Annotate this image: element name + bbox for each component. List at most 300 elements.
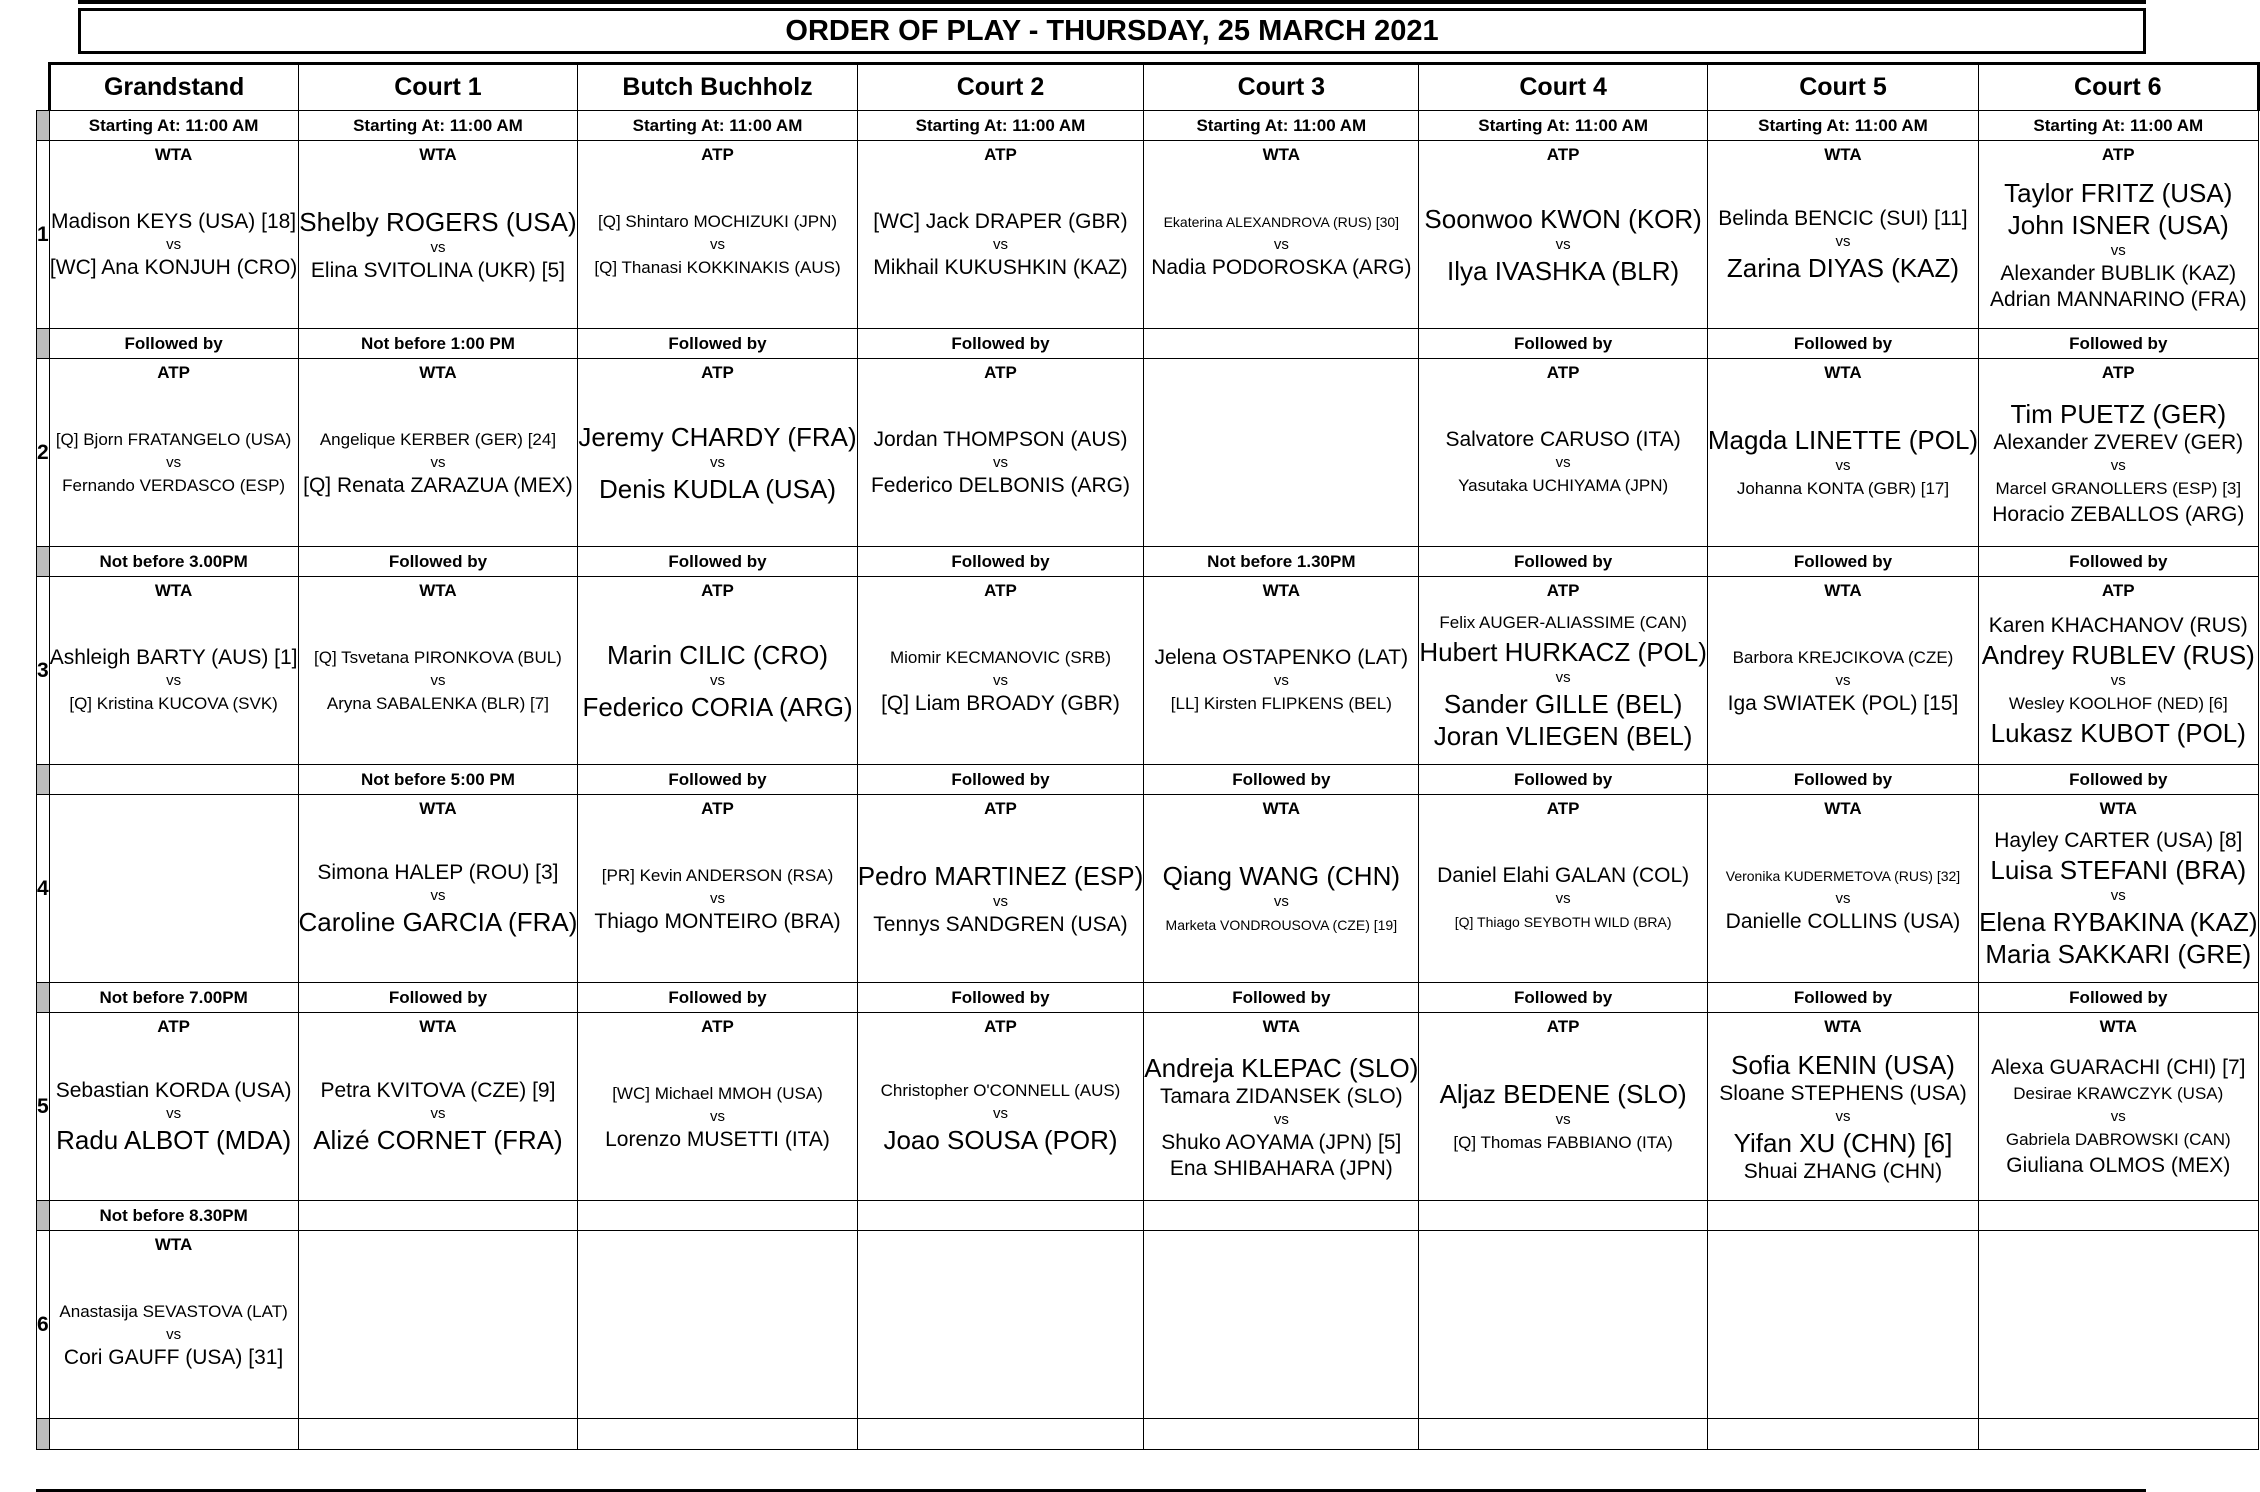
vs-label: vs (992, 672, 1008, 689)
row-marker (37, 765, 50, 795)
start-time: Followed by (857, 765, 1144, 795)
player-name: [Q] Renata ZARAZUA (MEX) (303, 474, 573, 497)
player-name: Shuko AOYAMA (JPN) [5] (1161, 1131, 1402, 1154)
tour-label: WTA (419, 799, 457, 818)
player-name: Sofia KENIN (USA) (1731, 1050, 1955, 1080)
player-name: Pedro MARTINEZ (ESP) (857, 861, 1144, 891)
empty-cell (1707, 1419, 1978, 1450)
match-players (578, 165, 856, 325)
player-name: Sebastian KORDA (USA) (55, 1079, 292, 1102)
match-cell (1419, 577, 1708, 765)
vs-label: vs (1273, 1111, 1289, 1128)
start-time: Followed by (1979, 329, 2258, 359)
start-time: Followed by (1979, 983, 2258, 1013)
vs-label: vs (166, 236, 182, 253)
start-time: Starting At: 11:00 AM (1419, 111, 1708, 141)
match-players (1144, 165, 1418, 325)
start-time: Not before 5:00 PM (298, 765, 578, 795)
vs-label: vs (430, 1105, 446, 1122)
player-name: [WC] Jack DRAPER (GBR) (873, 210, 1128, 233)
match-cell (1979, 1231, 2258, 1419)
match-cell (578, 795, 857, 983)
vs-label: vs (710, 454, 726, 471)
start-time (1144, 1201, 1419, 1231)
player-name: Alizé CORNET (FRA) (313, 1125, 563, 1155)
tour-label: ATP (701, 1017, 734, 1036)
start-time: Followed by (1419, 765, 1708, 795)
empty-cell (1979, 1419, 2258, 1450)
tour-label: WTA (419, 581, 457, 600)
vs-label: vs (1273, 236, 1289, 253)
row-marker (37, 329, 50, 359)
empty-cell (857, 1419, 1144, 1450)
match-cell (1144, 141, 1419, 329)
player-name: [Q] Kristina KUCOVA (SVK) (69, 694, 278, 713)
tour-label: ATP (984, 145, 1017, 164)
player-name: Hayley CARTER (USA) [8] (1994, 829, 2243, 852)
match-players (1708, 819, 1978, 979)
start-time: Followed by (1707, 547, 1978, 577)
start-time: Starting At: 11:00 AM (298, 111, 578, 141)
player-name: Shelby ROGERS (USA) (299, 207, 577, 237)
player-name: Petra KVITOVA (CZE) [9] (320, 1079, 556, 1102)
match-cell (857, 795, 1144, 983)
player-name: Barbora KREJCIKOVA (CZE) (1732, 648, 1954, 667)
match-cell (298, 359, 578, 547)
start-time: Followed by (857, 983, 1144, 1013)
match-cell (1979, 141, 2258, 329)
player-name: Ilya IVASHKA (BLR) (1447, 256, 1680, 286)
match-cell (1979, 1013, 2258, 1201)
match-players (858, 601, 1144, 761)
match-players (1979, 383, 2257, 543)
match-players (299, 819, 578, 979)
player-name: Mikhail KUKUSHKIN (KAZ) (873, 256, 1128, 279)
empty-cell (578, 1419, 857, 1450)
start-time (1707, 1201, 1978, 1231)
vs-label: vs (710, 236, 726, 253)
player-name: [Q] Bjorn FRATANGELO (USA) (55, 430, 292, 449)
match-players (299, 1037, 578, 1197)
player-name: Yifan XU (CHN) [6] (1733, 1128, 1953, 1158)
court-header: Court 6 (1979, 64, 2258, 111)
player-name: Zarina DIYAS (KAZ) (1726, 253, 1960, 283)
player-name: Daniel Elahi GALAN (COL) (1437, 864, 1690, 887)
vs-label: vs (992, 454, 1008, 471)
match-players (1419, 165, 1707, 325)
start-time: Followed by (857, 547, 1144, 577)
vs-label: vs (710, 672, 726, 689)
start-time: Not before 8.30PM (49, 1201, 298, 1231)
start-time: Not before 7.00PM (49, 983, 298, 1013)
match-players (1419, 383, 1707, 543)
match-cell (49, 359, 298, 547)
vs-label: vs (992, 893, 1008, 910)
player-name: Alexa GUARACHI (CHI) [7] (1991, 1056, 2246, 1079)
match-cell (298, 795, 578, 983)
start-time (298, 1201, 578, 1231)
player-name: [Q] Liam BROADY (GBR) (881, 692, 1120, 715)
vs-label: vs (430, 887, 446, 904)
player-name: [Q] Shintaro MOCHIZUKI (JPN) (598, 212, 838, 231)
player-name: Cori GAUFF (USA) [31] (63, 1346, 284, 1369)
player-name: Adrian MANNARINO (FRA) (1989, 288, 2247, 311)
player-name: John ISNER (USA) (2007, 210, 2229, 240)
player-name: Joran VLIEGEN (BEL) (1433, 721, 1693, 751)
match-cell (1144, 795, 1419, 983)
player-name: Marketa VONDROUSOVA (CZE) [19] (1165, 917, 1398, 933)
match-players (578, 1037, 856, 1197)
vs-label: vs (1555, 669, 1571, 686)
player-name: Sander GILLE (BEL) (1443, 689, 1683, 719)
start-time: Followed by (1419, 329, 1708, 359)
player-name: Salvatore CARUSO (ITA) (1445, 428, 1681, 451)
match-players (1708, 601, 1978, 761)
player-name: Sloane STEPHENS (USA) (1719, 1082, 1967, 1105)
player-name: Federico DELBONIS (ARG) (870, 474, 1131, 497)
player-name: Iga SWIATEK (POL) [15] (1727, 692, 1959, 715)
player-name: Simona HALEP (ROU) [3] (317, 861, 559, 884)
player-name: Angelique KERBER (GER) [24] (319, 430, 557, 449)
player-name: Hubert HURKACZ (POL) (1419, 637, 1707, 667)
match-number: 5 (37, 1013, 50, 1201)
tour-label: WTA (1262, 1017, 1301, 1036)
vs-label: vs (1555, 454, 1571, 471)
match-players (1144, 819, 1418, 979)
player-name: Elena RYBAKINA (KAZ) (1979, 907, 2258, 937)
tour-label: WTA (1824, 145, 1862, 164)
player-name: Marcel GRANOLLERS (ESP) [3] (1995, 479, 2242, 498)
match-number: 6 (37, 1231, 50, 1419)
start-time: Followed by (1419, 983, 1708, 1013)
tour-label: WTA (1824, 799, 1862, 818)
tour-label: ATP (2101, 363, 2135, 382)
player-name: Lorenzo MUSETTI (ITA) (605, 1128, 830, 1151)
vs-label: vs (1835, 890, 1851, 907)
match-cell (1979, 795, 2258, 983)
court-header: Grandstand (49, 64, 298, 111)
tour-label: ATP (984, 1017, 1017, 1036)
player-name: Maria SAKKARI (GRE) (1985, 939, 2252, 969)
player-name: Soonwoo KWON (KOR) (1424, 204, 1702, 234)
empty-cell (298, 1419, 578, 1450)
tour-label: WTA (2099, 799, 2138, 818)
match-cell (1419, 141, 1708, 329)
tour-label: ATP (2101, 145, 2135, 164)
vs-label: vs (2110, 672, 2126, 689)
match-players (1708, 165, 1978, 325)
tour-label: WTA (1824, 363, 1862, 382)
match-cell (1979, 359, 2258, 547)
start-time: Followed by (1144, 983, 1419, 1013)
vs-label: vs (430, 239, 446, 256)
player-name: Giuliana OLMOS (MEX) (2006, 1154, 2231, 1177)
row-marker (37, 983, 50, 1013)
match-players (299, 601, 578, 761)
match-cell (1419, 1013, 1708, 1201)
match-players (1979, 819, 2257, 979)
start-time: Followed by (298, 983, 578, 1013)
match-cell (857, 141, 1144, 329)
player-name: Caroline GARCIA (FRA) (298, 907, 578, 937)
vs-label: vs (1835, 457, 1851, 474)
player-name: Andreja KLEPAC (SLO) (1144, 1053, 1419, 1083)
match-cell (298, 141, 578, 329)
match-players (50, 165, 298, 325)
vs-label: vs (1835, 233, 1851, 250)
vs-label: vs (1273, 893, 1289, 910)
vs-label: vs (166, 454, 182, 471)
player-name: [WC] Michael MMOH (USA) (612, 1084, 823, 1103)
player-name: [PR] Kevin ANDERSON (RSA) (601, 866, 834, 885)
match-number: 3 (37, 577, 50, 765)
vs-label: vs (2110, 457, 2126, 474)
player-name: Karen KHACHANOV (RUS) (1988, 614, 2248, 637)
player-name: Madison KEYS (USA) [18] (51, 210, 297, 233)
court-header: Court 1 (298, 64, 578, 111)
match-players (1419, 1037, 1707, 1197)
corner-cell (37, 64, 50, 111)
vs-label: vs (1555, 1111, 1571, 1128)
player-name: Fernando VERDASCO (ESP) (62, 476, 286, 495)
player-name: Federico CORIA (ARG) (582, 692, 853, 722)
start-time: Followed by (49, 329, 298, 359)
start-time: Starting At: 11:00 AM (1144, 111, 1419, 141)
tour-label: WTA (1824, 581, 1862, 600)
start-time: Followed by (578, 983, 857, 1013)
row-marker (37, 111, 50, 141)
vs-label: vs (2110, 242, 2126, 259)
match-cell (1144, 1013, 1419, 1201)
player-name: Ashleigh BARTY (AUS) [1] (49, 646, 298, 669)
player-name: Jeremy CHARDY (FRA) (578, 422, 857, 452)
player-name: Gabriela DABROWSKI (CAN) (2005, 1130, 2231, 1149)
match-players (1979, 1037, 2257, 1197)
match-players (858, 383, 1144, 543)
match-cell (1707, 1013, 1978, 1201)
tour-label: ATP (701, 799, 734, 818)
match-players (1708, 383, 1978, 543)
player-name: Ekaterina ALEXANDROVA (RUS) [30] (1163, 214, 1400, 230)
tour-label: ATP (984, 363, 1017, 382)
tour-label: WTA (419, 145, 457, 164)
match-players (50, 1037, 298, 1197)
player-name: Miomir KECMANOVIC (SRB) (889, 648, 1111, 667)
player-name: Qiang WANG (CHN) (1162, 861, 1401, 891)
match-cell (1707, 577, 1978, 765)
court-header: Court 5 (1707, 64, 1978, 111)
start-time: Not before 3.00PM (49, 547, 298, 577)
start-time: Followed by (1707, 329, 1978, 359)
match-cell (857, 577, 1144, 765)
match-number: 2 (37, 359, 50, 547)
match-cell (578, 1013, 857, 1201)
match-cell (1144, 577, 1419, 765)
vs-label: vs (166, 1105, 182, 1122)
start-time (857, 1201, 1144, 1231)
start-time: Starting At: 11:00 AM (857, 111, 1144, 141)
vs-label: vs (166, 1326, 182, 1343)
tour-label: ATP (1546, 363, 1580, 382)
player-name: Aryna SABALENKA (BLR) [7] (326, 694, 549, 713)
tour-label: WTA (1262, 799, 1301, 818)
player-name: [LL] Kirsten FLIPKENS (BEL) (1170, 694, 1392, 713)
match-players (50, 383, 298, 543)
match-cell (1419, 359, 1708, 547)
player-name: Desirae KRAWCZYK (USA) (2013, 1084, 2224, 1103)
start-time: Not before 1:00 PM (298, 329, 578, 359)
match-number: 1 (37, 141, 50, 329)
tour-label: WTA (154, 581, 193, 600)
start-time: Followed by (1707, 765, 1978, 795)
player-name: Denis KUDLA (USA) (599, 474, 836, 504)
start-time: Not before 1.30PM (1144, 547, 1419, 577)
tour-label: WTA (1262, 581, 1301, 600)
match-cell (1144, 359, 1419, 547)
match-cell (1979, 577, 2258, 765)
vs-label: vs (430, 454, 446, 471)
match-players (578, 601, 856, 761)
match-players (1419, 601, 1707, 761)
start-time: Followed by (578, 329, 857, 359)
player-name: Belinda BENCIC (SUI) [11] (1718, 207, 1968, 230)
player-name: Thiago MONTEIRO (BRA) (594, 910, 841, 933)
court-header: Court 2 (857, 64, 1144, 111)
player-name: Magda LINETTE (POL) (1707, 425, 1979, 455)
start-time: Starting At: 11:00 AM (1979, 111, 2258, 141)
page-title: ORDER OF PLAY - THURSDAY, 25 MARCH 2021 (78, 8, 2146, 54)
match-cell (1419, 1231, 1708, 1419)
player-name: Alexander ZVEREV (GER) (1993, 431, 2244, 454)
player-name: [Q] Tsvetana PIRONKOVA (BUL) (314, 648, 562, 667)
start-time: Starting At: 11:00 AM (1707, 111, 1978, 141)
tour-label: ATP (984, 581, 1017, 600)
player-name: [Q] Thiago SEYBOTH WILD (BRA) (1454, 914, 1672, 930)
match-cell (298, 577, 578, 765)
match-players (1708, 1037, 1978, 1197)
match-players (1144, 601, 1418, 761)
match-cell (578, 141, 857, 329)
player-name: Shuai ZHANG (CHN) (1743, 1160, 1943, 1183)
vs-label: vs (2110, 887, 2126, 904)
start-time: Followed by (1707, 983, 1978, 1013)
match-cell (298, 1231, 578, 1419)
player-name: Wesley KOOLHOF (NED) [6] (2008, 694, 2228, 713)
match-cell (1707, 359, 1978, 547)
empty-cell (49, 1419, 298, 1450)
start-time (1144, 329, 1419, 359)
player-name: Andrey RUBLEV (RUS) (1981, 640, 2255, 670)
match-cell (298, 1013, 578, 1201)
start-time: Followed by (1979, 765, 2258, 795)
player-name: Johanna KONTA (GBR) [17] (1736, 479, 1950, 498)
match-cell (49, 577, 298, 765)
tour-label: ATP (1546, 1017, 1580, 1036)
vs-label: vs (1835, 672, 1851, 689)
match-cell (1707, 141, 1978, 329)
match-cell (578, 577, 857, 765)
match-players (578, 819, 856, 979)
player-name: Danielle COLLINS (USA) (1725, 910, 1961, 933)
tour-label: ATP (1546, 799, 1580, 818)
player-name: Yasutaka UCHIYAMA (JPN) (1458, 476, 1669, 495)
vs-label: vs (2110, 1108, 2126, 1125)
row-marker (37, 547, 50, 577)
tour-label: WTA (2099, 1017, 2138, 1036)
match-players (858, 819, 1144, 979)
start-time: Starting At: 11:00 AM (49, 111, 298, 141)
match-cell (1707, 795, 1978, 983)
match-players (858, 165, 1144, 325)
start-time (578, 1201, 857, 1231)
player-name: Aljaz BEDENE (SLO) (1439, 1079, 1687, 1109)
player-name: [Q] Thanasi KOKKINAKIS (AUS) (594, 258, 841, 277)
row-marker (37, 1419, 50, 1450)
player-name: Lukasz KUBOT (POL) (1990, 718, 2246, 748)
vs-label: vs (1273, 672, 1289, 689)
order-of-play-table (36, 62, 2260, 1450)
empty-cell (1144, 1419, 1419, 1450)
start-time: Followed by (1419, 547, 1708, 577)
vs-label: vs (166, 672, 182, 689)
vs-label: vs (1555, 890, 1571, 907)
match-players (299, 165, 578, 325)
start-time (49, 765, 298, 795)
player-name: Nadia PODOROSKA (ARG) (1151, 256, 1412, 279)
start-time (1419, 1201, 1708, 1231)
tour-label: WTA (1824, 1017, 1862, 1036)
court-header: Court 4 (1419, 64, 1708, 111)
player-name: Luisa STEFANI (BRA) (1990, 855, 2247, 885)
match-cell (857, 1231, 1144, 1419)
tour-label: ATP (2101, 581, 2135, 600)
start-time: Followed by (298, 547, 578, 577)
tour-label: ATP (701, 363, 734, 382)
vs-label: vs (1835, 1108, 1851, 1125)
court-header: Butch Buchholz (578, 64, 857, 111)
player-name: Ena SHIBAHARA (JPN) (1169, 1157, 1393, 1180)
vs-label: vs (992, 236, 1008, 253)
vs-label: vs (710, 1108, 726, 1125)
player-name: Jelena OSTAPENKO (LAT) (1154, 646, 1409, 669)
tour-label: ATP (701, 145, 734, 164)
start-time: Followed by (857, 329, 1144, 359)
empty-cell (1419, 1419, 1708, 1450)
match-cell (578, 1231, 857, 1419)
header-rule (78, 0, 2146, 4)
match-players (1144, 1037, 1418, 1197)
match-cell (49, 141, 298, 329)
vs-label: vs (710, 890, 726, 907)
player-name: Christopher O'CONNELL (AUS) (880, 1081, 1121, 1100)
match-cell (857, 359, 1144, 547)
row-marker (37, 1201, 50, 1231)
match-number: 4 (37, 795, 50, 983)
player-name: Jordan THOMPSON (AUS) (873, 428, 1128, 451)
start-time: Followed by (1144, 765, 1419, 795)
match-cell (1419, 795, 1708, 983)
match-cell (578, 359, 857, 547)
match-players (1419, 819, 1707, 979)
match-players (1979, 165, 2257, 325)
start-time: Followed by (578, 547, 857, 577)
match-players (50, 601, 298, 761)
player-name: Elina SVITOLINA (UKR) [5] (310, 259, 565, 282)
tour-label: WTA (154, 1235, 193, 1254)
match-players (299, 383, 578, 543)
court-header: Court 3 (1144, 64, 1419, 111)
player-name: [Q] Thomas FABBIANO (ITA) (1453, 1133, 1673, 1152)
